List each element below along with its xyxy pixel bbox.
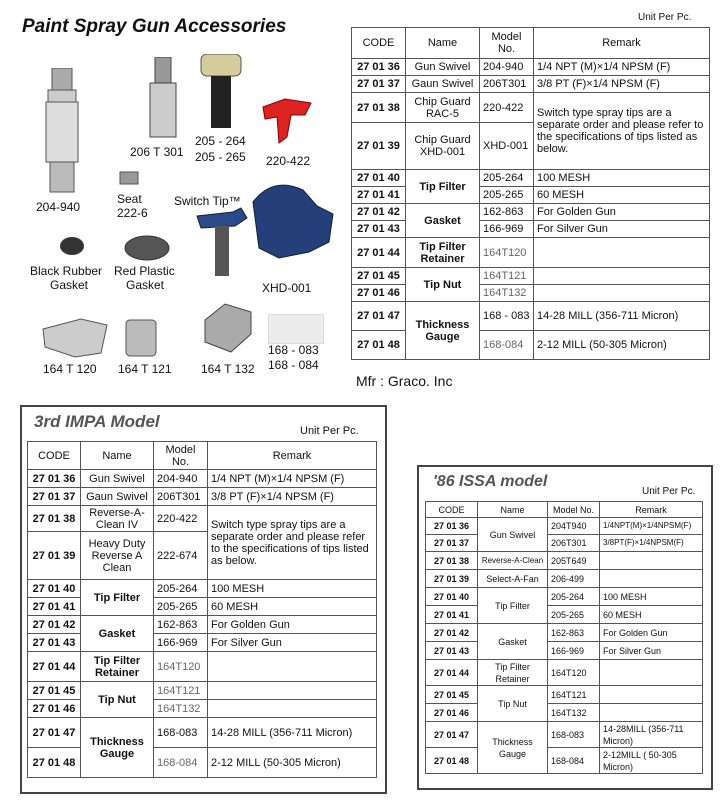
remark-cell: 2-12MILL ( 50-305 Micron) bbox=[600, 748, 703, 774]
remark-cell: For Golden Gun bbox=[208, 616, 377, 634]
name-cell: Heavy Duty Reverse A Clean bbox=[81, 532, 154, 580]
remark-cell bbox=[534, 285, 710, 302]
header-name: Name bbox=[406, 28, 480, 59]
model-cell: 164T132 bbox=[480, 285, 534, 302]
table-row bbox=[426, 722, 703, 748]
model-cell: 220-422 bbox=[154, 506, 208, 532]
model-cell: 166-969 bbox=[548, 642, 600, 660]
table-row bbox=[352, 221, 710, 238]
label-206t301: 206 T 301 bbox=[130, 145, 184, 159]
remark-cell: For Silver Gun bbox=[600, 642, 703, 660]
model-cell: 204-940 bbox=[154, 470, 208, 488]
name-cell: Gasket bbox=[478, 624, 548, 660]
remark-cell: 14-28 MILL (356-711 Micron) bbox=[534, 302, 710, 331]
table-row bbox=[28, 634, 377, 652]
label-168-083: 168 - 083 bbox=[268, 343, 319, 357]
name-cell: Gun Swivel bbox=[81, 470, 154, 488]
remark-cell: 100 MESH bbox=[600, 588, 703, 606]
catalog-table bbox=[351, 27, 710, 360]
remark-cell: 2-12 MILL (50-305 Micron) bbox=[534, 331, 710, 360]
remark-cell: 3/8 PT (F)×1/4 NPSM (F) bbox=[208, 488, 377, 506]
remark-cell bbox=[534, 238, 710, 268]
model-cell: 164T120 bbox=[154, 652, 208, 682]
label-205-264: 205 - 264 bbox=[195, 134, 246, 148]
table-row bbox=[426, 588, 703, 606]
label-205-265: 205 - 265 bbox=[195, 150, 246, 164]
remark-cell: For Silver Gun bbox=[534, 221, 710, 238]
table-row bbox=[352, 268, 710, 285]
model-cell: 205-265 bbox=[154, 598, 208, 616]
model-cell: 168-084 bbox=[480, 331, 534, 360]
seat-image bbox=[118, 168, 140, 186]
header-name: Name bbox=[478, 502, 548, 518]
table-row bbox=[426, 518, 703, 535]
code-cell: 27 01 45 bbox=[426, 686, 478, 704]
code-cell: 27 01 41 bbox=[352, 187, 406, 204]
table-row bbox=[352, 331, 710, 360]
table-row bbox=[28, 718, 377, 748]
model-cell: 164T121 bbox=[480, 268, 534, 285]
name-cell: Tip Nut bbox=[81, 682, 154, 718]
name-cell: Thickness Gauge bbox=[406, 302, 480, 360]
remark-cell: For Golden Gun bbox=[600, 624, 703, 642]
code-cell: 27 01 42 bbox=[28, 616, 81, 634]
remark-cell: 3/8 PT (F)×1/4 NPSM (F) bbox=[534, 76, 710, 93]
remark-cell bbox=[600, 552, 703, 570]
thickness-gauge-image bbox=[268, 314, 324, 344]
code-cell: 27 01 40 bbox=[28, 580, 81, 598]
code-cell: 27 01 37 bbox=[28, 488, 81, 506]
table-row bbox=[352, 59, 710, 76]
remark-cell: Switch type spray tips are a separate order and please refer to the specifications of tips listed as below. bbox=[534, 93, 710, 170]
header-remark: Remark bbox=[600, 502, 703, 518]
code-cell: 27 01 37 bbox=[352, 76, 406, 93]
code-cell: 27 01 40 bbox=[426, 588, 478, 606]
name-cell: Thickness Gauge bbox=[81, 718, 154, 778]
name-cell: Tip Filter bbox=[478, 588, 548, 624]
model-cell: 164T121 bbox=[154, 682, 208, 700]
label-164t121: 164 T 121 bbox=[118, 362, 172, 376]
name-cell: Tip Filter bbox=[81, 580, 154, 616]
table-row bbox=[426, 748, 703, 774]
remark-cell: For Golden Gun bbox=[534, 204, 710, 221]
page-title: Paint Spray Gun Accessories bbox=[22, 16, 287, 37]
model-cell: 168-084 bbox=[548, 748, 600, 774]
table-header-row bbox=[352, 28, 710, 59]
code-cell: 27 01 46 bbox=[28, 700, 81, 718]
impa-title: 3rd IMPA Model bbox=[34, 412, 160, 431]
remark-cell: 60 MESH bbox=[208, 598, 377, 616]
table-row bbox=[28, 470, 377, 488]
remark-cell bbox=[208, 652, 377, 682]
code-cell: 27 01 43 bbox=[426, 642, 478, 660]
name-cell: Thickness Gauge bbox=[478, 722, 548, 774]
tip-nut-image bbox=[124, 318, 158, 358]
code-cell: 27 01 36 bbox=[28, 470, 81, 488]
code-cell: 27 01 36 bbox=[426, 518, 478, 535]
manufacturer-note: Mfr : Graco. Inc bbox=[356, 373, 453, 389]
label-black-rubber: Black Rubber bbox=[30, 264, 103, 278]
label-164t132: 164 T 132 bbox=[201, 362, 255, 376]
code-cell: 27 01 44 bbox=[352, 238, 406, 268]
model-cell: 168 - 083 bbox=[480, 302, 534, 331]
code-cell: 27 01 38 bbox=[352, 93, 406, 123]
name-cell: Select-A-Fan bbox=[478, 570, 548, 588]
code-cell: 27 01 38 bbox=[426, 552, 478, 570]
remark-cell bbox=[600, 660, 703, 686]
code-cell: 27 01 48 bbox=[426, 748, 478, 774]
label-222-6: 222-6 bbox=[117, 206, 148, 220]
model-cell: 220-422 bbox=[480, 93, 534, 123]
table-row bbox=[352, 204, 710, 221]
model-cell: 164T132 bbox=[548, 704, 600, 722]
tip-filter-retainer-image bbox=[41, 313, 111, 363]
remark-cell: 100 MESH bbox=[534, 170, 710, 187]
name-cell: Gaun Swivel bbox=[81, 488, 154, 506]
black-gasket-image bbox=[58, 236, 86, 256]
table-row bbox=[352, 187, 710, 204]
code-cell: 27 01 36 bbox=[352, 59, 406, 76]
table-row bbox=[28, 682, 377, 700]
code-cell: 27 01 38 bbox=[28, 506, 81, 532]
remark-cell bbox=[600, 686, 703, 704]
name-cell: Gun Swivel bbox=[478, 518, 548, 552]
code-cell: 27 01 41 bbox=[28, 598, 81, 616]
model-cell: 205-265 bbox=[480, 187, 534, 204]
remark-cell: 1/4 NPT (M)×1/4 NPSM (F) bbox=[208, 470, 377, 488]
code-cell: 27 01 45 bbox=[28, 682, 81, 700]
remark-cell bbox=[600, 704, 703, 722]
table-row bbox=[352, 170, 710, 187]
model-cell: 206T301 bbox=[480, 76, 534, 93]
model-cell: 205-264 bbox=[480, 170, 534, 187]
code-cell: 27 01 45 bbox=[352, 268, 406, 285]
table-row bbox=[426, 570, 703, 588]
model-cell: 164T120 bbox=[548, 660, 600, 686]
model-cell: 168-083 bbox=[154, 718, 208, 748]
remark-cell: 14-28MILL (356-711 Micron) bbox=[600, 722, 703, 748]
model-cell: 166-969 bbox=[480, 221, 534, 238]
name-cell: Reverse-A-Clean IV bbox=[81, 506, 154, 532]
header-code: CODE bbox=[28, 442, 81, 470]
name-cell: Gun Swivel bbox=[406, 59, 480, 76]
table-header-row bbox=[426, 502, 703, 518]
model-cell: 206T301 bbox=[154, 488, 208, 506]
issa-table bbox=[425, 501, 703, 774]
table-row bbox=[352, 302, 710, 331]
code-cell: 27 01 39 bbox=[352, 123, 406, 170]
model-cell: 206T301 bbox=[548, 535, 600, 552]
model-cell: 205-264 bbox=[548, 588, 600, 606]
model-cell: 222-674 bbox=[154, 532, 208, 580]
label-168-084: 168 - 084 bbox=[268, 358, 319, 372]
code-cell: 27 01 46 bbox=[426, 704, 478, 722]
header-code: CODE bbox=[352, 28, 406, 59]
table-row bbox=[28, 506, 377, 532]
remark-cell: 2-12 MILL (50-305 Micron) bbox=[208, 748, 377, 778]
code-cell: 27 01 47 bbox=[426, 722, 478, 748]
tip-nut-2-image bbox=[201, 302, 255, 354]
model-cell: 164T120 bbox=[480, 238, 534, 268]
code-cell: 27 01 37 bbox=[426, 535, 478, 552]
impa-table bbox=[27, 441, 377, 778]
remark-cell: 1/4NPT(M)×1/4NPSM(F) bbox=[600, 518, 703, 535]
code-cell: 27 01 43 bbox=[352, 221, 406, 238]
code-cell: 27 01 44 bbox=[28, 652, 81, 682]
name-cell: Gasket bbox=[406, 204, 480, 238]
header-model: Model No. bbox=[154, 442, 208, 470]
table-row bbox=[426, 704, 703, 722]
model-cell: 206-499 bbox=[548, 570, 600, 588]
remark-cell: 3/8PT(F)×1/4NPSM(F) bbox=[600, 535, 703, 552]
table-row bbox=[28, 598, 377, 616]
table-row bbox=[426, 686, 703, 704]
label-204-940: 204-940 bbox=[36, 200, 81, 214]
model-cell: XHD-001 bbox=[480, 123, 534, 170]
table-row bbox=[28, 652, 377, 682]
label-seat: Seat bbox=[117, 192, 142, 206]
code-cell: 27 01 39 bbox=[28, 532, 81, 580]
model-cell: 168-083 bbox=[548, 722, 600, 748]
remark-cell bbox=[208, 700, 377, 718]
unit-label: Unit Per Pc. bbox=[638, 12, 692, 23]
name-cell: Gasket bbox=[81, 616, 154, 652]
label-164t120: 164 T 120 bbox=[43, 362, 97, 376]
header-remark: Remark bbox=[208, 442, 377, 470]
issa-unit-label: Unit Per Pc. bbox=[642, 486, 696, 497]
label-gasket-1: Gasket bbox=[50, 278, 89, 292]
table-header-row bbox=[28, 442, 377, 470]
table-row bbox=[426, 606, 703, 624]
name-cell: Chip Guard RAC-5 bbox=[406, 93, 480, 123]
model-cell: 164T121 bbox=[548, 686, 600, 704]
model-cell: 204T940 bbox=[548, 518, 600, 535]
table-row bbox=[352, 76, 710, 93]
header-code: CODE bbox=[426, 502, 478, 518]
label-xhd-001: XHD-001 bbox=[262, 281, 312, 295]
table-row bbox=[28, 580, 377, 598]
code-cell: 27 01 42 bbox=[352, 204, 406, 221]
code-cell: 27 01 48 bbox=[352, 331, 406, 360]
code-cell: 27 01 41 bbox=[426, 606, 478, 624]
name-cell: Tip Filter Retainer bbox=[406, 238, 480, 268]
code-cell: 27 01 43 bbox=[28, 634, 81, 652]
remark-cell: 1/4 NPT (M)×1/4 NPSM (F) bbox=[534, 59, 710, 76]
tip-filter-image bbox=[199, 54, 243, 130]
name-cell: Gaun Swivel bbox=[406, 76, 480, 93]
table-row bbox=[352, 238, 710, 268]
name-cell: Tip Nut bbox=[406, 268, 480, 302]
name-cell: Tip Filter bbox=[406, 170, 480, 204]
gun-swivel-image bbox=[38, 68, 86, 196]
code-cell: 27 01 40 bbox=[352, 170, 406, 187]
table-row bbox=[426, 535, 703, 552]
label-red-plastic: Red Plastic bbox=[114, 264, 175, 278]
model-cell: 162-863 bbox=[480, 204, 534, 221]
table-row bbox=[28, 748, 377, 778]
code-cell: 27 01 47 bbox=[28, 718, 81, 748]
table-row bbox=[28, 700, 377, 718]
remark-cell bbox=[534, 268, 710, 285]
table-row bbox=[426, 642, 703, 660]
model-cell: 162-863 bbox=[154, 616, 208, 634]
remark-cell bbox=[208, 682, 377, 700]
label-220-422: 220-422 bbox=[266, 154, 311, 168]
table-row bbox=[426, 624, 703, 642]
name-cell: Chip Guard XHD-001 bbox=[406, 123, 480, 170]
table-row bbox=[352, 93, 710, 123]
model-cell: 164T132 bbox=[154, 700, 208, 718]
model-cell: 205-265 bbox=[548, 606, 600, 624]
code-cell: 27 01 46 bbox=[352, 285, 406, 302]
header-model: Model No. bbox=[548, 502, 600, 518]
code-cell: 27 01 39 bbox=[426, 570, 478, 588]
table-row bbox=[28, 616, 377, 634]
gaun-swivel-image bbox=[146, 57, 180, 141]
chip-guard-image bbox=[259, 97, 315, 147]
header-remark: Remark bbox=[534, 28, 710, 59]
table-row bbox=[426, 552, 703, 570]
header-name: Name bbox=[81, 442, 154, 470]
label-gasket-2: Gasket bbox=[126, 278, 165, 292]
table-row bbox=[352, 285, 710, 302]
name-cell: Tip Filter Retainer bbox=[81, 652, 154, 682]
model-cell: 205T649 bbox=[548, 552, 600, 570]
red-gasket-image bbox=[123, 234, 171, 262]
code-cell: 27 01 42 bbox=[426, 624, 478, 642]
remark-cell: 100 MESH bbox=[208, 580, 377, 598]
table-row bbox=[28, 488, 377, 506]
model-cell: 168-084 bbox=[154, 748, 208, 778]
remark-cell: For Silver Gun bbox=[208, 634, 377, 652]
label-switch-tip: Switch Tip™ bbox=[174, 194, 241, 208]
remark-cell: 60 MESH bbox=[600, 606, 703, 624]
name-cell: Reverse-A-Clean bbox=[478, 552, 548, 570]
remark-cell: 14-28 MILL (356-711 Micron) bbox=[208, 718, 377, 748]
remark-cell bbox=[600, 570, 703, 588]
table-row bbox=[426, 660, 703, 686]
model-cell: 162-863 bbox=[548, 624, 600, 642]
name-cell: Tip Filter Retainer bbox=[478, 660, 548, 686]
header-model: Model No. bbox=[480, 28, 534, 59]
issa-title: '86 ISSA model bbox=[433, 473, 548, 490]
impa-unit-label: Unit Per Pc. bbox=[300, 425, 359, 437]
code-cell: 27 01 47 bbox=[352, 302, 406, 331]
remark-cell: 60 MESH bbox=[534, 187, 710, 204]
name-cell: Tip Nut bbox=[478, 686, 548, 722]
code-cell: 27 01 44 bbox=[426, 660, 478, 686]
code-cell: 27 01 48 bbox=[28, 748, 81, 778]
model-cell: 205-264 bbox=[154, 580, 208, 598]
model-cell: 204-940 bbox=[480, 59, 534, 76]
model-cell: 166-969 bbox=[154, 634, 208, 652]
remark-cell: Switch type spray tips are a separate order and please refer to the specifications of tips listed as below. bbox=[208, 506, 377, 580]
